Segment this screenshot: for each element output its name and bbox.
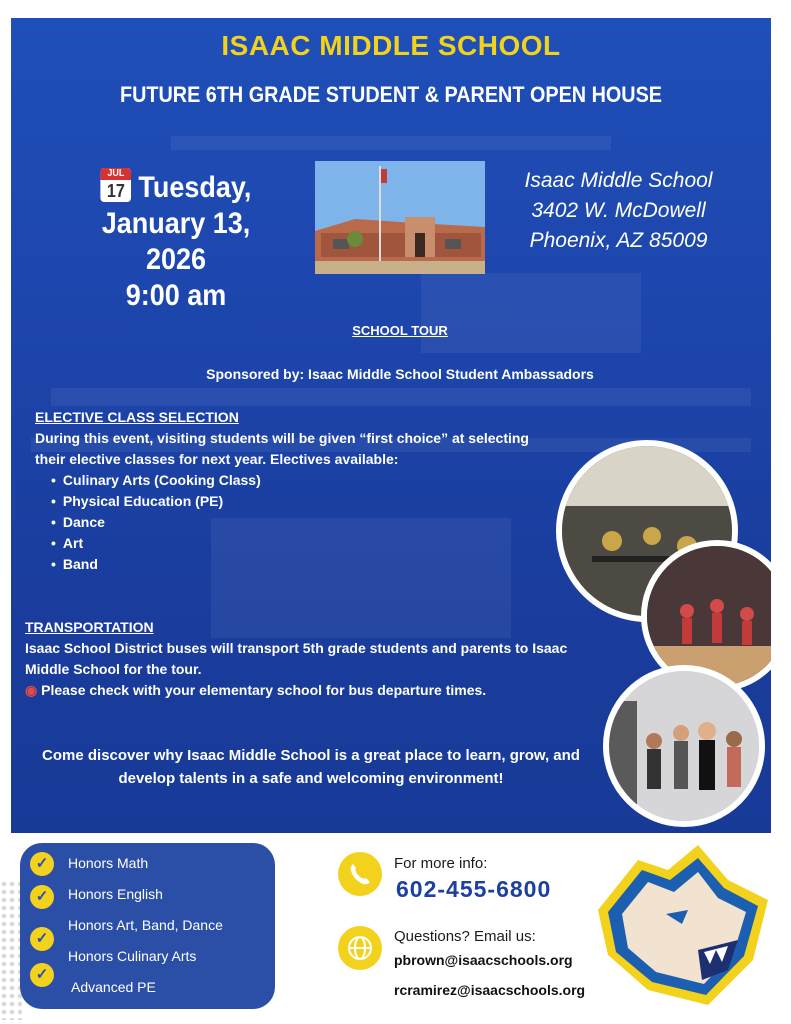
email-link-1[interactable]: pbrown@isaacschools.org: [394, 952, 573, 968]
hero-panel: [11, 18, 771, 833]
globe-icon: [338, 926, 382, 970]
transport-heading: TRANSPORTATION: [25, 619, 154, 635]
more-info-label: For more info:: [394, 855, 488, 872]
closing-message: Come discover why Isaac Middle School is a great place to learn, grow, and develop talents in a safe and welcoming environment!: [42, 747, 580, 787]
event-day: Tuesday,: [138, 171, 252, 204]
transport-section: [25, 617, 600, 701]
event-date: January 13, 2026: [101, 207, 251, 276]
staff-photo: [603, 665, 765, 827]
decorative-dots: [0, 880, 22, 1020]
school-tour-heading: SCHOOL TOUR: [352, 323, 448, 338]
school-building-photo: [315, 161, 485, 274]
honors-item: Honors English: [68, 886, 163, 902]
event-date-block: [73, 168, 280, 314]
electives-intro: During this event, visiting students will be given “first choice” at selecting their elective classes for next year. Electives available:: [35, 430, 529, 467]
cougar-mascot-logo: [578, 840, 778, 1010]
calendar-day: 17: [106, 181, 125, 201]
address-line-3: Phoenix, AZ 85009: [529, 229, 708, 252]
elective-item: • Culinary Arts (Cooking Class): [51, 470, 555, 491]
electives-heading: ELECTIVE CLASS SELECTION: [35, 409, 239, 425]
event-address: [496, 166, 741, 256]
honors-item: Honors Culinary Arts: [68, 948, 197, 964]
phone-number[interactable]: 602-455-6800: [396, 876, 552, 902]
calendar-icon: [101, 168, 132, 202]
sponsor-text: Sponsored by: Isaac Middle School Student Ambassadors: [206, 366, 594, 382]
honors-item: Advanced PE: [71, 979, 156, 995]
address-line-1: Isaac Middle School: [524, 169, 713, 192]
email-label: Questions? Email us:: [394, 928, 536, 945]
electives-list: [35, 470, 555, 575]
elective-item: • Band: [51, 554, 555, 575]
event-time: 9:00 am: [125, 279, 227, 312]
honors-item: Honors Art, Band, Dance: [68, 917, 223, 933]
honors-card: [20, 843, 275, 1009]
school-title: ISAAC MIDDLE SCHOOL: [221, 30, 561, 61]
email-link-2[interactable]: rcramirez@isaacschools.org: [394, 982, 586, 998]
checkmark-icon: ✓: [30, 963, 54, 987]
address-line-2: 3402 W. McDowell: [531, 199, 706, 222]
event-day-line: [73, 168, 280, 206]
transport-text: Isaac School District buses will transport 5th grade students and parents to Isaac Middle School for the tour.: [25, 640, 568, 677]
checkmark-icon: ✓: [30, 852, 54, 876]
phone-icon: [338, 852, 382, 896]
pushpin-icon: ◉: [25, 682, 38, 698]
elective-item: • Physical Education (PE): [51, 491, 555, 512]
checkmark-icon: ✓: [30, 885, 54, 909]
event-subtitle: FUTURE 6TH GRADE STUDENT & PARENT OPEN HOUSE: [120, 82, 662, 107]
checkmark-icon: ✓: [30, 927, 54, 951]
elective-item: • Dance: [51, 512, 555, 533]
transport-note: ◉ Please check with your elementary school for bus departure times.: [25, 682, 487, 698]
honors-item: Honors Math: [68, 855, 149, 871]
calendar-month: JUL: [101, 168, 132, 180]
electives-section: [35, 407, 555, 575]
elective-item: • Art: [51, 533, 555, 554]
